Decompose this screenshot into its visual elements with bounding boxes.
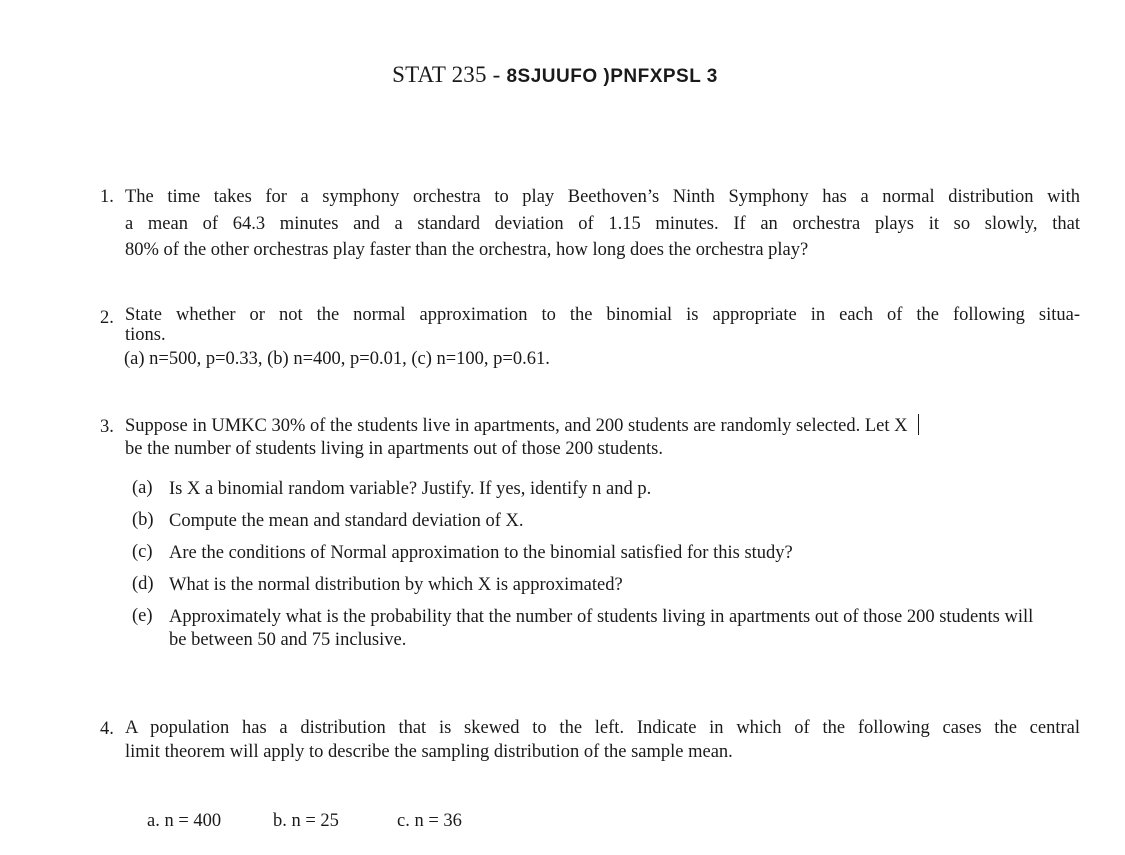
question-line: limit theorem will apply to describe the sampling distribution of the sample mean. [125, 742, 733, 762]
part-c [132, 542, 1037, 565]
part-label: (a) [132, 478, 153, 498]
part-label: (e) [132, 606, 153, 626]
title-prefix: STAT 235 - [392, 62, 507, 87]
part-text: 200 students will be between 50 and 75 inclusive. [169, 607, 1034, 650]
question-line: be the number of students living in apartments out of those 200 students. [125, 439, 663, 459]
part-text: Are the conditions of Normal approximation to the binomial satisfied for this study? [169, 543, 793, 563]
question-line: a mean of 64.3 minutes and a standard deviation of 1.15 minutes. If an orchestra plays it so slowly, that [125, 213, 1080, 234]
question-body [125, 716, 1080, 764]
question-body [125, 184, 1080, 264]
question-line: A population has a distribution that is skewed to the left. Indicate in which of the following cases the central [125, 718, 1080, 738]
question-body [125, 414, 1080, 461]
question-3 [100, 414, 1080, 461]
question-2 [100, 305, 1080, 369]
question-sub-cases: (a) n=500, p=0.33, (b) n=400, p=0.01, (c) n=100, p=0.61. [124, 349, 550, 369]
question-number: 2. [100, 308, 114, 328]
title-garbled-text: 8SJUUFO )PNFXPSL 3 [506, 66, 718, 87]
option-b: b. n = 25 [273, 811, 339, 831]
question-line: The time takes for a symphony orchestra to play Beethoven’s Ninth Symphony has a normal distribution with [125, 187, 1080, 207]
part-text: What is the normal distribution by which X is approximated? [169, 575, 623, 595]
question-number: 3. [100, 417, 114, 437]
question-line [125, 414, 1080, 438]
question-line: State whether or not the normal approximation to the binomial is appropriate in each of the following situa- [125, 305, 1080, 325]
text-cursor [918, 414, 919, 435]
question-1 [100, 184, 1080, 264]
part-a [132, 478, 1037, 501]
part-d [132, 574, 1037, 597]
part-e [132, 606, 1037, 652]
question-number: 4. [100, 719, 114, 739]
option-c: c. n = 36 [397, 811, 462, 831]
part-label: (d) [132, 574, 154, 594]
part-text: Is X a binomial random variable? Justify. If yes, identify n and p. [169, 479, 652, 499]
question-line-text: Suppose in UMKC 30% of the students live in apartments, and 200 students are randomly selected. Let X [125, 416, 908, 436]
question-line: 80% of the other orchestras play faster than the orchestra, how long does the orchestra play? [125, 240, 809, 260]
page-title [0, 62, 1110, 88]
part-label: (b) [132, 510, 154, 530]
part-text: Compute the mean and standard deviation of X. [169, 511, 524, 531]
question-number: 1. [100, 187, 114, 207]
question-line: tions. [125, 325, 166, 345]
part-text: Approximately what is the probability that the number of students living in apartments out of those [169, 607, 903, 627]
question-4 [100, 716, 1080, 764]
option-a: a. n = 400 [147, 811, 222, 831]
part-b [132, 510, 1037, 533]
part-label: (c) [132, 542, 153, 562]
question-body [125, 305, 1080, 369]
